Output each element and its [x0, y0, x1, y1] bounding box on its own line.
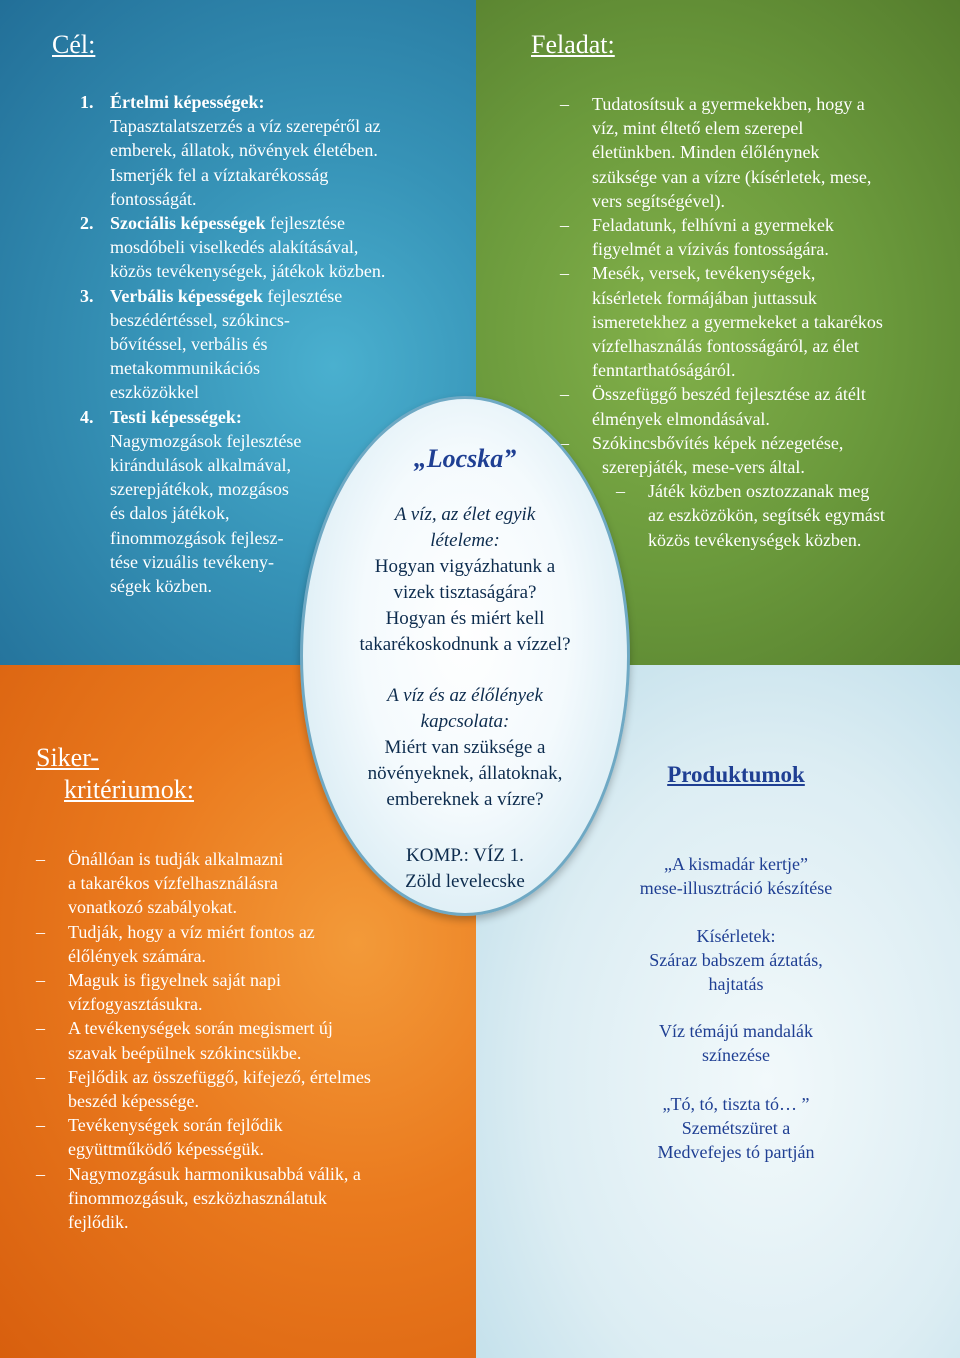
goal-item-line: finommozgások fejlesz- — [110, 527, 284, 548]
goal-item-line: eszközökkel — [110, 382, 199, 403]
goal-item-line: mosdóbeli viselkedés alakításával, — [110, 237, 359, 258]
product-line: hajtatás — [708, 974, 764, 994]
dash-bullet-icon: – — [560, 215, 569, 236]
goal-item-line: közös tevékenységek, játékok közben. — [110, 261, 386, 282]
criteria-item-line: finommozgásuk, eszközhasználatuk — [68, 1187, 327, 1208]
project-title: „Locska” — [413, 444, 517, 473]
dash-bullet-icon: – — [36, 921, 45, 942]
dash-bullet-icon: – — [36, 1066, 45, 1087]
dash-bullet-icon: – — [36, 1018, 45, 1039]
criteria-item-line: Nagymozgásuk harmonikusabbá válik, a — [68, 1163, 361, 1184]
center-block-life-element — [300, 502, 630, 658]
dash-bullet-icon: – — [560, 263, 569, 284]
criteria-item-line: Tudják, hogy a víz miért fontos az — [68, 921, 315, 942]
goal-item-line: kirándulások alkalmával, — [110, 455, 291, 476]
criteria-item-line: Maguk is figyelnek saját napi — [68, 970, 281, 991]
goal-item-number: 2. — [80, 213, 94, 234]
criteria-item — [36, 1113, 436, 1161]
criteria-item-line: beszéd képessége. — [68, 1091, 199, 1112]
product-line: színezése — [702, 1045, 770, 1065]
product-line: mese-illusztráció készítése — [639, 878, 833, 898]
dash-bullet-icon: – — [36, 970, 45, 991]
criteria-item-line: szavak beépülnek szókincsükbe. — [68, 1042, 302, 1063]
criteria-item — [36, 1065, 436, 1113]
center-line: A víz és az élőlények — [387, 685, 543, 706]
task-item-line: fenntarthatóságáról. — [592, 360, 736, 381]
center-line: A víz, az élet egyik — [394, 504, 536, 525]
center-line: kapcsolata: — [420, 711, 510, 732]
criteria-item-line: A tevékenységek során megismert új — [68, 1018, 333, 1039]
task-item-line: Mesék, versek, tevékenységek, — [592, 263, 816, 284]
task-item-line: Szókincsbővítés képek nézegetése, — [592, 432, 844, 453]
task-item-line: élmények elmondásával. — [592, 408, 770, 429]
dash-bullet-icon: – — [36, 849, 45, 869]
center-line: Hogyan és miért kell — [385, 608, 545, 629]
goal-item-line: tése vizuális tevékeny- — [110, 551, 274, 572]
product-block — [476, 1019, 960, 1067]
center-line: Miért van szüksége a — [384, 737, 546, 758]
products-heading: Produktumok — [667, 762, 805, 787]
goal-item-number: 4. — [80, 406, 94, 427]
task-item-line: szüksége van a vízre (kísérletek, mese, — [592, 166, 872, 187]
product-block — [476, 852, 960, 900]
task-heading: Feladat: — [531, 30, 615, 59]
criteria-item — [36, 1016, 436, 1064]
goal-item-line: fontosságát. — [110, 188, 197, 209]
criteria-item — [36, 968, 436, 1016]
center-line: takarékoskodnunk a vízzel? — [359, 634, 571, 655]
goal-item-line: szerepjátékok, mozgásos — [110, 479, 289, 500]
task-item-line: közös tevékenységek közben. — [648, 529, 862, 550]
center-line: Hogyan vigyázhatunk a — [374, 556, 556, 577]
task-item-line: Feladatunk, felhívni a gyermekek — [592, 215, 834, 236]
task-item-line: életünkben. Minden élőlénynek — [592, 142, 820, 163]
goal-item-line: beszédértéssel, szókincs- — [110, 309, 290, 330]
goal-item-heading-rest: fejlesztése — [265, 213, 345, 234]
task-list — [560, 92, 955, 552]
goal-item-heading: Testi képességek: — [110, 406, 242, 427]
criteria-item-line: Önállóan is tudják alkalmazni — [68, 849, 284, 869]
goal-item-line: ségek közben. — [110, 576, 212, 597]
product-line: Medvefejes tó partján — [657, 1142, 815, 1162]
goal-item-heading: Értelmi képességek: — [110, 92, 265, 112]
dash-bullet-icon: – — [36, 1115, 45, 1136]
center-line: embereknek a vízre? — [386, 789, 544, 810]
dash-bullet-icon: – — [560, 432, 569, 453]
criteria-item-line: Fejlődik az összefüggő, kifejező, értelmes — [68, 1066, 371, 1087]
goal-item-heading-rest: fejlesztése — [262, 285, 343, 306]
goal-item-cognitive — [80, 90, 470, 211]
criteria-item-line: a takarékos vízfelhasználásra — [68, 873, 278, 894]
dash-bullet-icon: – — [560, 94, 569, 114]
product-line: Víz témájú mandalák — [659, 1021, 813, 1041]
goal-item-line: Tapasztalatszerzés a víz szerepéről az — [110, 116, 381, 137]
success-criteria-heading-line1: Siker- — [36, 743, 100, 772]
product-block — [476, 924, 960, 996]
center-line: lételeme: — [430, 530, 500, 551]
criteria-item — [36, 920, 436, 968]
dash-bullet-icon: – — [560, 384, 569, 405]
task-item-line: ismeretekhez a gyermekeket a takarékos — [592, 311, 883, 332]
task-item — [560, 261, 955, 382]
center-line: növényeknek, állatoknak, — [367, 763, 563, 784]
center-block-living-beings — [300, 683, 630, 813]
product-line: „Tó, tó, tiszta tó… ” — [662, 1094, 810, 1114]
goal-item-heading: Verbális képességek — [110, 285, 263, 306]
task-item-line: Tudatosítsuk a gyermekekben, hogy a — [592, 94, 865, 114]
task-item-line: víz, mint éltető elem szerepel — [592, 118, 804, 139]
task-item-line: az eszközökön, segítsék egymást — [648, 505, 885, 526]
goal-item-line: Nagymozgások fejlesztése — [110, 430, 302, 451]
criteria-item-line: fejlődik. — [68, 1212, 129, 1233]
criteria-item — [36, 1162, 436, 1235]
task-item-line: Összefüggő beszéd fejlesztése az átélt — [592, 384, 866, 405]
product-line: Száraz babszem áztatás, — [649, 950, 823, 970]
task-item-line: kísérletek formájában juttassuk — [592, 287, 817, 308]
task-item — [560, 213, 955, 261]
product-block — [476, 1092, 960, 1164]
criteria-item-line: Tevékenységek során fejlődik — [68, 1115, 283, 1136]
criteria-item-line: vonatkozó szabályokat. — [68, 897, 237, 918]
goal-item-heading: Szociális képességek — [110, 213, 266, 234]
success-criteria-heading-line2: kritériumok: — [64, 775, 194, 804]
task-item — [560, 382, 955, 430]
task-item-line: figyelmét a vízivás fontosságára. — [592, 239, 829, 260]
goal-heading: Cél: — [52, 30, 96, 59]
success-criteria-heading — [36, 742, 194, 806]
goal-item-line: Ismerjék fel a víztakarékosság — [110, 164, 329, 185]
task-item-line: szerepjáték, mese-vers által. — [602, 457, 805, 478]
product-line: Kísérletek: — [696, 926, 776, 946]
center-line: vizek tisztaságára? — [393, 582, 537, 603]
goal-item-verbal — [80, 284, 470, 405]
dash-bullet-icon: – — [36, 1163, 45, 1184]
goal-item-number: 3. — [80, 285, 94, 306]
goal-item-line: és dalos játékok, — [110, 503, 230, 524]
goal-item-social — [80, 211, 470, 284]
task-item-line: vers segítségével). — [592, 190, 725, 211]
product-line: „A kismadár kertje” — [664, 854, 808, 874]
goal-item-line: emberek, állatok, növények életében. — [110, 140, 378, 161]
goal-item-line: bővítéssel, verbális és — [110, 334, 268, 355]
criteria-item-line: együttműködő képességük. — [68, 1139, 264, 1160]
dash-bullet-icon: – — [616, 481, 625, 502]
goal-item-line: metakommunikációs — [110, 358, 260, 379]
success-criteria-list — [36, 847, 436, 1234]
criteria-item-line: vízfogyasztásukra. — [68, 994, 203, 1015]
task-item-line: vízfelhasználás fontosságáról, az élet — [592, 336, 859, 357]
criteria-item-line: élőlények számára. — [68, 945, 206, 966]
center-line: KOMP.: VÍZ 1. — [406, 845, 524, 866]
goal-item-number: 1. — [80, 92, 94, 112]
task-item — [560, 92, 955, 213]
product-line: Szemétszüret a — [681, 1118, 791, 1138]
task-item-line: Játék közben osztozzanak meg — [648, 481, 870, 502]
center-line: Zöld levelecske — [405, 871, 525, 892]
